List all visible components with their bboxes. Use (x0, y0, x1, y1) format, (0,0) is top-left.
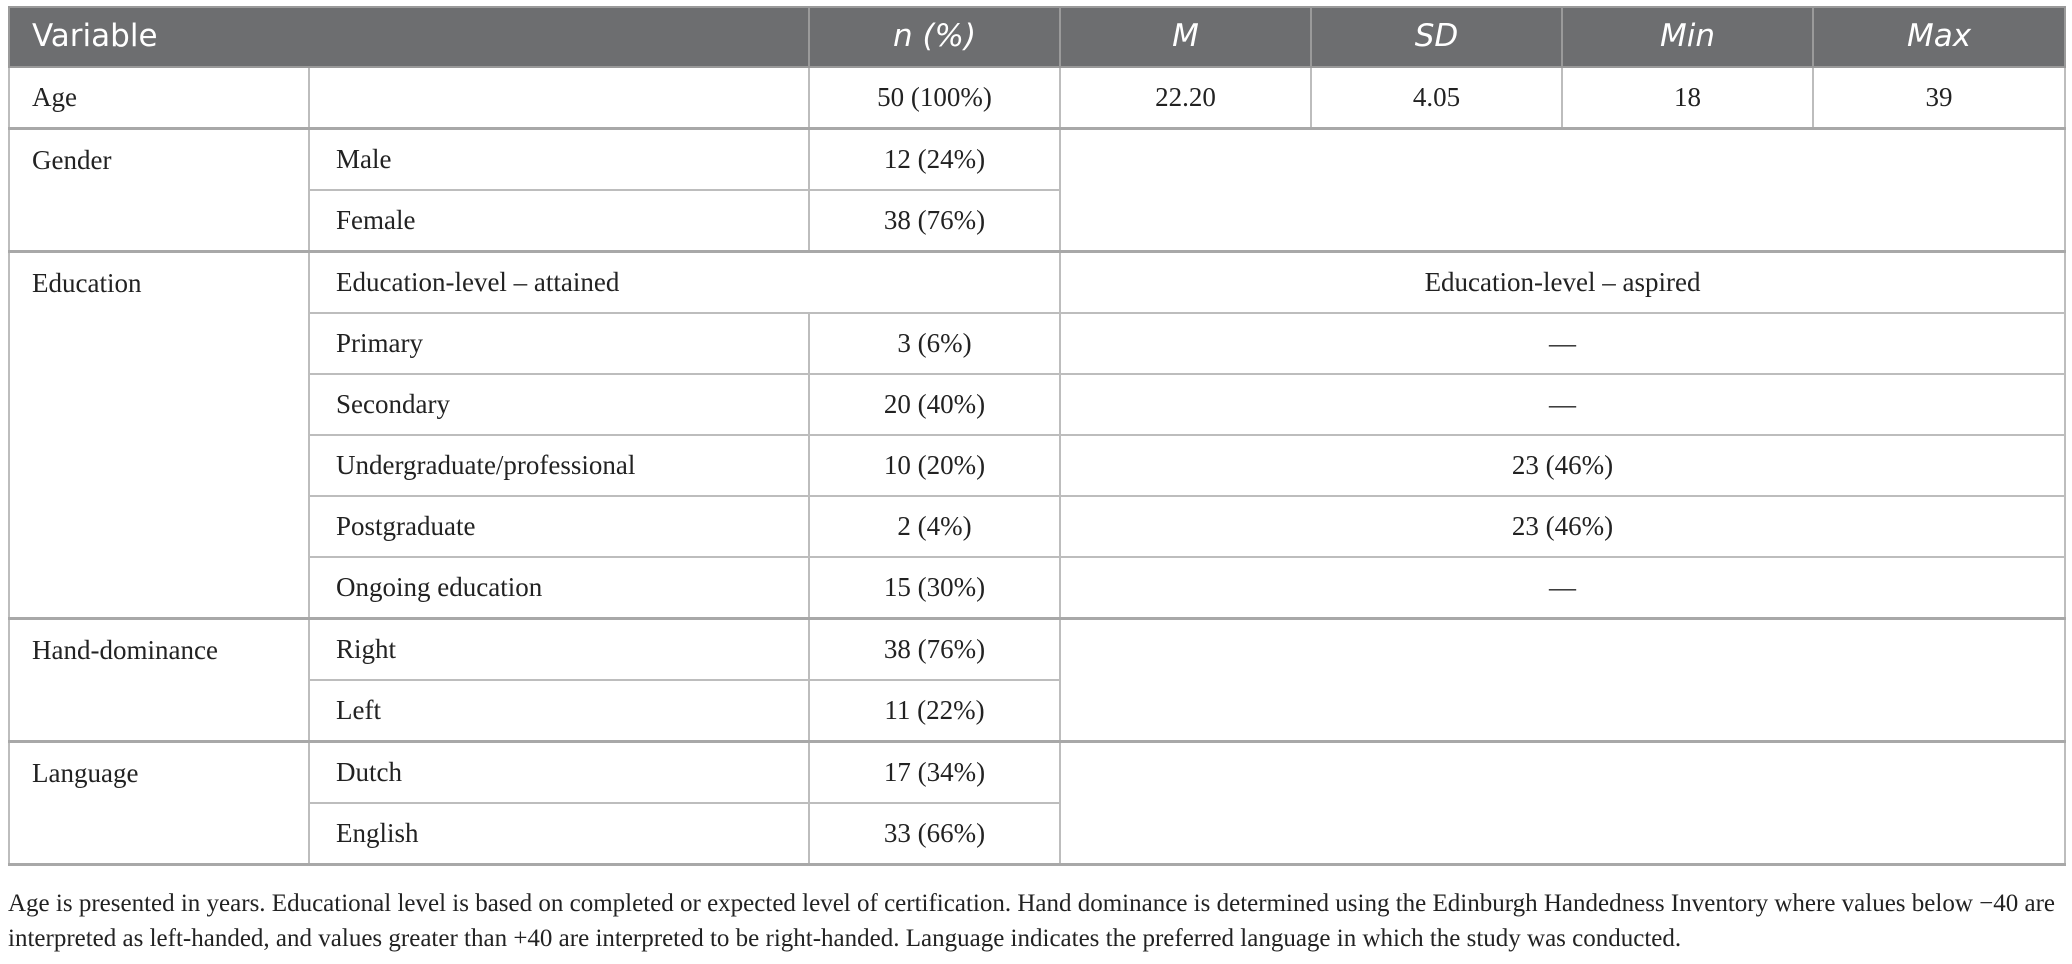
education-row-ongoing (9, 557, 2065, 619)
hand-right-label: Right (309, 619, 809, 681)
header-n-pct: n (%) (809, 7, 1060, 67)
age-min: 18 (1562, 67, 1813, 129)
hand-dominance-label: Hand-dominance (9, 619, 309, 742)
education-postgraduate-label: Postgraduate (309, 496, 809, 557)
header-row (9, 7, 2065, 67)
demographics-table (8, 6, 2066, 866)
education-primary-attained: 3 (6%) (809, 313, 1060, 374)
age-n-pct: 50 (100%) (809, 67, 1060, 129)
age-sd: 4.05 (1311, 67, 1562, 129)
hand-row-right (9, 619, 2065, 681)
hand-empty-stats (1060, 619, 2065, 742)
education-undergraduate-label: Undergraduate/professional (309, 435, 809, 496)
language-english-n-pct: 33 (66%) (809, 803, 1060, 865)
header-sd: SD (1311, 7, 1562, 67)
education-postgraduate-attained: 2 (4%) (809, 496, 1060, 557)
education-secondary-label: Secondary (309, 374, 809, 435)
education-undergraduate-attained: 10 (20%) (809, 435, 1060, 496)
language-dutch-label: Dutch (309, 742, 809, 804)
education-ongoing-label: Ongoing education (309, 557, 809, 619)
age-mean: 22.20 (1060, 67, 1311, 129)
education-undergraduate-aspired: 23 (46%) (1060, 435, 2065, 496)
education-postgraduate-aspired: 23 (46%) (1060, 496, 2065, 557)
education-aspired-heading: Education-level – aspired (1060, 252, 2065, 314)
education-heading-row (9, 252, 2065, 314)
table-footnote: Age is presented in years. Educational level is based on completed or expected level of certification. Hand dominance is determined using the Edinburgh Handedness Inventory where values below −40 are interpreted as left-handed, and values greater than +40 are interpreted to be right-handed. Language indicates the preferred language in which the study was conducted. (8, 890, 2055, 952)
age-sublabel-empty (309, 67, 809, 129)
hand-right-n-pct: 38 (76%) (809, 619, 1060, 681)
age-row (9, 67, 2065, 129)
header-max: Max (1813, 7, 2065, 67)
language-english-label: English (309, 803, 809, 865)
language-row-dutch (9, 742, 2065, 804)
gender-male-n-pct: 12 (24%) (809, 129, 1060, 191)
education-row-postgraduate (9, 496, 2065, 557)
language-dutch-n-pct: 17 (34%) (809, 742, 1060, 804)
education-row-secondary (9, 374, 2065, 435)
demographics-table-container (8, 6, 2064, 866)
education-ongoing-aspired: — (1060, 557, 2065, 619)
education-row-primary (9, 313, 2065, 374)
education-primary-label: Primary (309, 313, 809, 374)
gender-female-label: Female (309, 190, 809, 252)
gender-male-label: Male (309, 129, 809, 191)
gender-label: Gender (9, 129, 309, 252)
language-label: Language (9, 742, 309, 865)
hand-left-n-pct: 11 (22%) (809, 680, 1060, 742)
header-min: Min (1562, 7, 1813, 67)
education-label: Education (9, 252, 309, 619)
gender-female-n-pct: 38 (76%) (809, 190, 1060, 252)
language-empty-stats (1060, 742, 2065, 865)
gender-row-male (9, 129, 2065, 191)
education-ongoing-attained: 15 (30%) (809, 557, 1060, 619)
gender-empty-stats (1060, 129, 2065, 252)
header-variable: Variable (9, 7, 809, 67)
education-primary-aspired: — (1060, 313, 2065, 374)
header-mean: M (1060, 7, 1311, 67)
education-secondary-attained: 20 (40%) (809, 374, 1060, 435)
education-secondary-aspired: — (1060, 374, 2065, 435)
education-row-undergraduate (9, 435, 2065, 496)
education-attained-heading: Education-level – attained (309, 252, 1060, 314)
hand-left-label: Left (309, 680, 809, 742)
age-max: 39 (1813, 67, 2065, 129)
age-label: Age (9, 67, 309, 129)
